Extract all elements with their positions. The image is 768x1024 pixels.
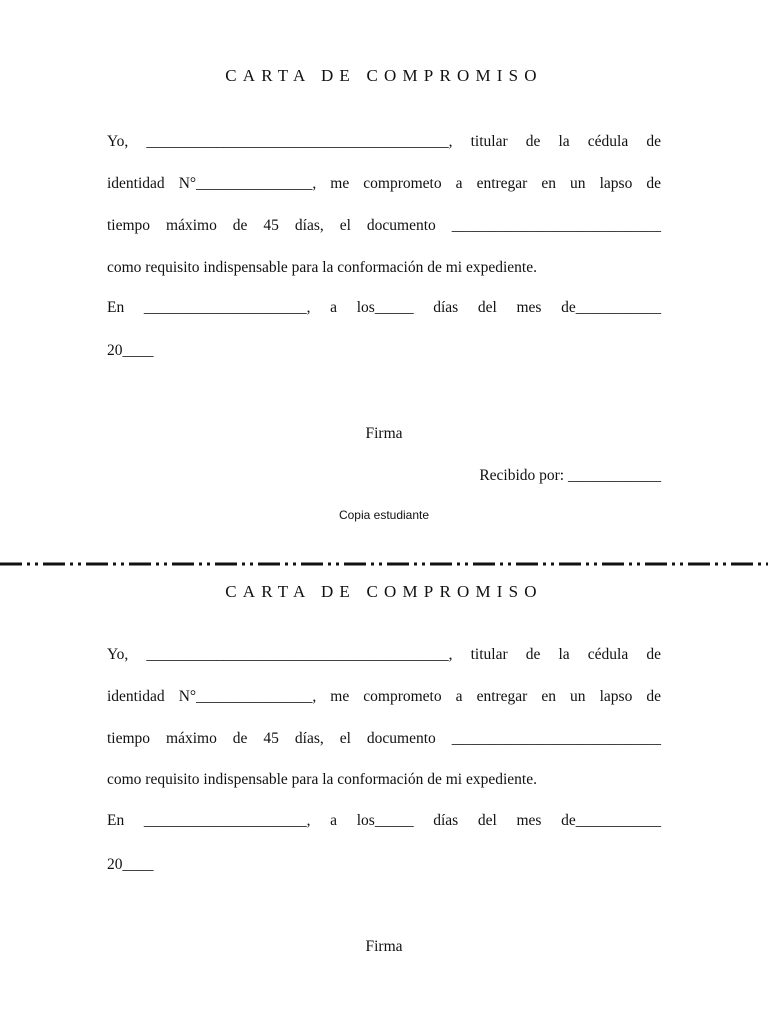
signature-label: Firma	[365, 938, 403, 955]
body-line-place-date: En _____________________, a los_____ días del mes de___________	[107, 299, 661, 316]
body-line-purpose: como requisito indispensable para la conformación de mi expediente.	[107, 259, 537, 276]
body-line-year: 20____	[107, 342, 154, 359]
received-by-line: Recibido por: ____________	[479, 467, 661, 484]
body-line-id: identidad N°_______________, me comprometo a entregar en un lapso de	[107, 175, 661, 192]
letter-title: CARTA DE COMPROMISO	[225, 66, 543, 85]
copy-label: Copia estudiante	[338, 508, 430, 522]
body-line-id: identidad N°_______________, me comprometo a entregar en un lapso de	[107, 688, 661, 705]
body-line-name: Yo, _______________________________________, titular de la cédula de	[107, 646, 661, 663]
cut-line-divider	[0, 561, 768, 567]
letter-title: CARTA DE COMPROMISO	[225, 582, 543, 601]
signature-label: Firma	[365, 425, 403, 442]
body-line-name: Yo, _______________________________________, titular de la cédula de	[107, 133, 661, 150]
body-line-document: tiempo máximo de 45 días, el documento ___________________________	[107, 730, 661, 747]
body-line-document: tiempo máximo de 45 días, el documento ___________________________	[107, 217, 661, 234]
body-line-place-date: En _____________________, a los_____ días del mes de___________	[107, 812, 661, 829]
body-line-year: 20____	[107, 856, 154, 873]
body-line-purpose: como requisito indispensable para la conformación de mi expediente.	[107, 771, 537, 788]
